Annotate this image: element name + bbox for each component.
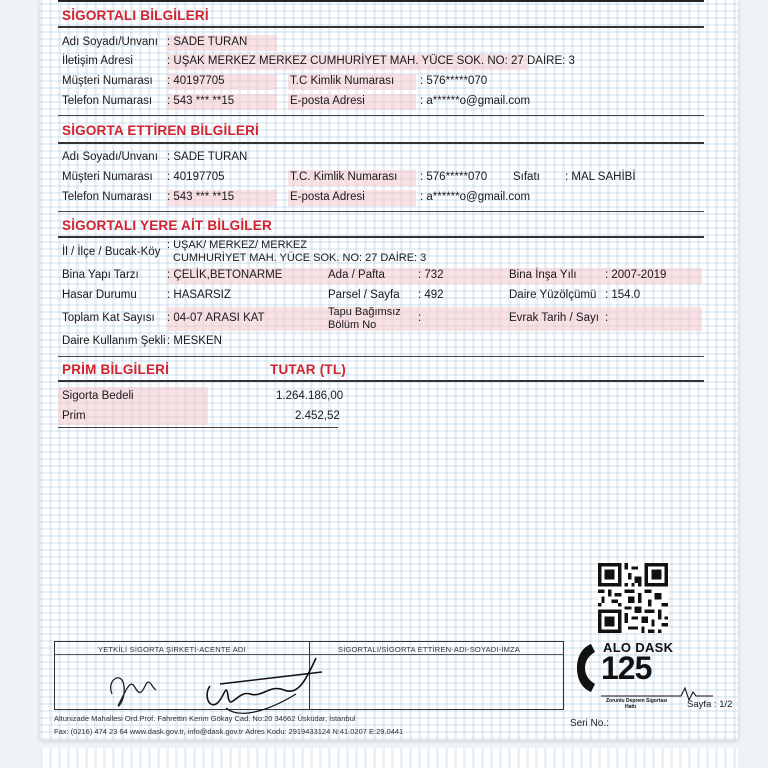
value-tc: : 576*****070 bbox=[420, 171, 488, 183]
value-yuzolcum: : 154.0 bbox=[605, 289, 641, 301]
label-musteri: Müşteri Numarası bbox=[62, 75, 153, 87]
value-tapu: : bbox=[418, 312, 422, 324]
value-iletisim: : UŞAK MERKEZ MERKEZ CUMHURİYET MAH. YÜCE SOK. NO: 27 DAİRE: 3 bbox=[167, 55, 575, 67]
value-hasar: : HASARSIZ bbox=[167, 289, 231, 301]
section-title-yer: SİGORTALI YERE AİT BİLGİLER bbox=[62, 218, 272, 233]
label-yuzolcum: Daire Yüzölçümü bbox=[509, 289, 597, 301]
section-title-tutar: TUTAR (TL) bbox=[270, 362, 346, 377]
section-rule bbox=[58, 26, 704, 28]
value-prim: 2.452,52 bbox=[295, 410, 340, 422]
value-adi: : SADE TURAN bbox=[167, 36, 248, 48]
alo-dask-label: ALO DASK bbox=[603, 640, 674, 655]
section-rule bbox=[58, 380, 704, 382]
value-evrak: : bbox=[605, 312, 609, 324]
label-kat: Toplam Kat Sayısı bbox=[62, 312, 155, 324]
label-insa: Bina İnşa Yılı bbox=[509, 269, 577, 281]
label-hasar: Hasar Durumu bbox=[62, 289, 137, 301]
label-tel: Telefon Numarası bbox=[62, 191, 153, 203]
label-kullanim: Daire Kullanım Şekli bbox=[62, 335, 166, 347]
label-parsel: Parsel / Sayfa bbox=[328, 289, 400, 301]
value-musteri: : 40197705 bbox=[167, 75, 225, 87]
phone-icon bbox=[575, 642, 597, 694]
label-eposta: E-posta Adresi bbox=[290, 191, 365, 203]
label-evrak: Evrak Tarih / Sayı bbox=[509, 312, 599, 324]
value-kullanim: : MESKEN bbox=[167, 335, 222, 347]
qr-code-icon bbox=[598, 563, 668, 633]
section-rule bbox=[58, 236, 704, 238]
value-tel: : 543 *** **15 bbox=[167, 191, 235, 203]
section-title-ettiren: SİGORTA ETTİREN BİLGİLERİ bbox=[62, 123, 259, 138]
label-bedel: Sigorta Bedeli bbox=[62, 390, 134, 402]
alo-dask-subtitle-2: Hattı bbox=[625, 704, 637, 710]
label-sifat: Sıfatı bbox=[513, 171, 540, 183]
label-prim: Prim bbox=[62, 410, 86, 422]
value-adi: : SADE TURAN bbox=[167, 151, 248, 163]
signature-header-right: SİGORTALI/SİGORTA ETTİREN-ADI-SOYADI-İMZA bbox=[338, 645, 521, 654]
value-insa: : 2007-2019 bbox=[605, 269, 667, 281]
value-kat: : 04-07 ARASI KAT bbox=[167, 312, 265, 324]
section-rule bbox=[58, 211, 704, 212]
next-page-edge bbox=[40, 748, 738, 768]
label-il: İl / İlçe / Bucak-Köy bbox=[62, 246, 161, 258]
top-rule bbox=[58, 0, 704, 2]
page-indicator: Sayfa : 1/2 bbox=[687, 699, 733, 710]
value-sifat: : MAL SAHİBİ bbox=[565, 171, 636, 183]
value-yapi: : ÇELİK,BETONARME bbox=[167, 269, 283, 281]
address-line-1: Altunizade Mahallesi Ord.Prof. Fahrettin Kerim Gökay Cad. No:20 34662 Üsküdar, İstanbul bbox=[54, 714, 356, 723]
value-il-line-2: CUMHURİYET MAH. YÜCE SOK. NO: 27 DAİRE: 3 bbox=[173, 252, 427, 264]
value-tc: : 576*****070 bbox=[420, 75, 488, 87]
signature-header-left: YETKİLİ SİGORTA ŞİRKETİ-ACENTE ADI bbox=[98, 645, 246, 654]
address-line-2: Fax: (0216) 474 23 64 www.dask.gov.tr, info@dask.gov.tr Adres Kodu: 2919433124 N:41.0207 E:29.0441 bbox=[54, 727, 404, 736]
label-tc: T.C Kimlik Numarası bbox=[290, 75, 395, 87]
value-eposta: : a******o@gmail.com bbox=[420, 191, 531, 203]
section-rule bbox=[58, 356, 704, 357]
label-musteri: Müşteri Numarası bbox=[62, 171, 153, 183]
label-tapu-line-2: Bölüm No bbox=[328, 319, 377, 331]
label-tc: T.C. Kimlik Numarası bbox=[290, 171, 398, 183]
label-tel: Telefon Numarası bbox=[62, 95, 153, 107]
value-parsel: : 492 bbox=[418, 289, 444, 301]
alo-dask-number: 125 bbox=[601, 650, 652, 686]
label-eposta: E-posta Adresi bbox=[290, 95, 365, 107]
value-musteri: : 40197705 bbox=[167, 171, 225, 183]
value-il-line-1: : UŞAK/ MERKEZ/ MERKEZ bbox=[167, 239, 307, 251]
label-yapi: Bina Yapı Tarzı bbox=[62, 269, 139, 281]
section-title-prim: PRİM BİLGİLERİ bbox=[62, 362, 170, 377]
label-adi: Adı Soyadı/Unvanı bbox=[62, 151, 158, 163]
section-rule bbox=[58, 115, 704, 116]
alo-dask-subtitle-1: Zorunlu Deprem Sigortası bbox=[606, 698, 668, 704]
label-ada: Ada / Pafta bbox=[328, 269, 385, 281]
section-rule bbox=[58, 142, 704, 144]
section-rule bbox=[58, 427, 338, 428]
label-adi: Adı Soyadı/Unvanı bbox=[62, 36, 158, 48]
value-bedel: 1.264.186,00 bbox=[276, 390, 344, 402]
value-tel: : 543 *** **15 bbox=[167, 95, 235, 107]
value-eposta: : a******o@gmail.com bbox=[420, 95, 531, 107]
serial-number-label: Seri No.: bbox=[570, 718, 609, 729]
label-iletisim: İletişim Adresi bbox=[62, 55, 133, 67]
value-ada: : 732 bbox=[418, 269, 444, 281]
section-title-sigortali: SİGORTALI BİLGİLERİ bbox=[62, 8, 209, 23]
label-tapu-line-1: Tapu Bağımsız bbox=[328, 306, 401, 318]
